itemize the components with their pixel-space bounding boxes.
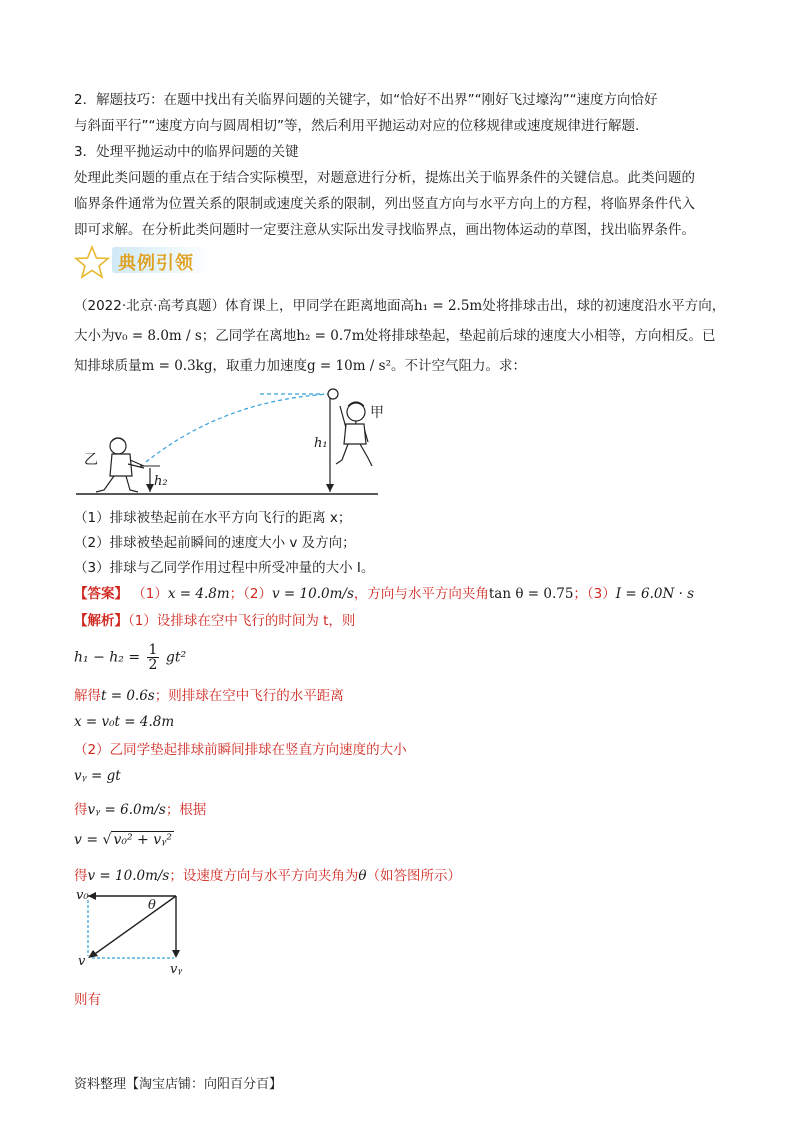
question-3: （3）排球与乙同学作用过程中所受冲量的大小 I。 <box>74 560 375 576</box>
person-jia-icon <box>336 402 372 466</box>
problem-line-3: 知排球质量m = 0.3kg，取重力加速度g = 10m / s²。不计空气阻力。求： <box>74 358 526 374</box>
answer-tag: 【答案】 <box>74 586 128 602</box>
label-jia: 甲 <box>370 405 384 421</box>
label-v: v <box>78 954 86 969</box>
analysis-line-5: 得v = 10.0m/s；设速度方向与水平方向夹角为θ（如答图所示） <box>74 868 461 884</box>
intro-line-2: 与斜面平行”“速度方向与圆周相切”等，然后利用平抛运动对应的位移规律或速度规律进行解题. <box>74 118 640 134</box>
analysis-line-1: 【解析】（1）设排球在空中飞行的时间为 t，则 <box>74 613 356 629</box>
intro-line-6: 即可求解。在分析此类问题时一定要注意从实际出发寻找临界点，画出物体运动的草图，找出临界条件。 <box>74 222 695 238</box>
equation-2: x = v₀t = 4.8m <box>74 714 175 730</box>
label-theta: θ <box>148 898 156 913</box>
answer-line: 【答案】 （1）x = 4.8m；（2）v = 10.0m/s，方向与水平方向夹角tan θ = 0.75；（3）I = 6.0N · s <box>74 586 695 602</box>
label-v0: v₀ <box>76 888 89 903</box>
problem-line-1: （2022·北京·高考真题）体育课上，甲同学在距离地面高h₁ = 2.5m处将排球击出，球的初速度沿水平方向， <box>74 298 726 314</box>
banner-title: 典例引领 <box>118 253 194 274</box>
intro-line-1: 2．解题技巧：在题中找出有关临界问题的关键字，如“恰好不出界”“刚好飞过壕沟”“速度方向恰好 <box>74 92 658 108</box>
volleyball-figure <box>74 380 384 500</box>
equation-4: v = √ v₀² + vᵧ² <box>74 832 173 848</box>
analysis-line-3: （2）乙同学垫起排球前瞬间排球在竖直方向速度的大小 <box>74 742 407 758</box>
analysis-tag: 【解析】 <box>74 613 128 629</box>
analysis-line-4: 得vᵧ = 6.0m/s；根据 <box>74 802 207 818</box>
label-h2: h₂ <box>154 474 168 489</box>
label-vy: vᵧ <box>170 962 183 977</box>
question-2: （2）排球被垫起前瞬间的速度大小 v 及方向； <box>74 535 356 551</box>
person-yi-icon <box>96 438 144 492</box>
star-icon <box>74 245 110 279</box>
analysis-line-6: 则有 <box>74 992 101 1008</box>
intro-line-5: 临界条件通常为位置关系的限制或速度关系的限制，列出竖直方向与水平方向上的方程，将临界条件代入 <box>74 196 695 212</box>
intro-line-4: 处理此类问题的重点在于结合实际模型，对题意进行分析，提炼出关于临界条件的关键信息。此类问题的 <box>74 170 695 186</box>
problem-line-2: 大小为v₀ = 8.0m / s；乙同学在离地h₂ = 0.7m处将排球垫起，垫起前后球的速度大小相等，方向相反。已 <box>74 328 716 344</box>
question-1: （1）排球被垫起前在水平方向飞行的距离 x； <box>74 510 352 526</box>
equation-3: vᵧ = gt <box>74 768 121 784</box>
ball-icon <box>328 389 338 399</box>
label-h1: h₁ <box>314 436 328 451</box>
analysis-line-2: 解得t = 0.6s；则排球在空中飞行的水平距离 <box>74 688 344 704</box>
equation-1: h₁ − h₂ = $\frac{1}{2}$ gt² <box>74 642 187 673</box>
intro-line-3: 3．处理平抛运动中的临界问题的关键 <box>74 144 299 160</box>
label-yi: 乙 <box>84 452 98 468</box>
footer-text: 资料整理【淘宝店铺：向阳百分百】 <box>74 1077 283 1092</box>
